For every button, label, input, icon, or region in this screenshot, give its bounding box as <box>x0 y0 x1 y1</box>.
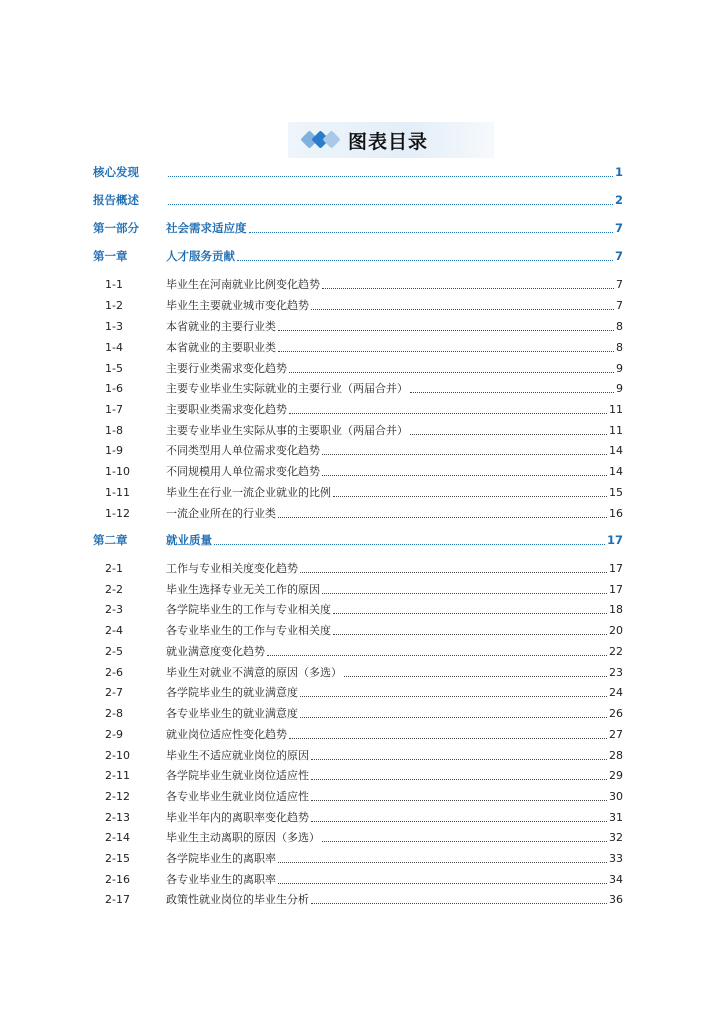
toc-figure-entry[interactable] <box>93 766 623 784</box>
toc-entry-page-number: 14 <box>609 443 623 457</box>
dot-leader <box>267 655 607 656</box>
dot-leader <box>410 392 614 393</box>
toc-entry-label: 主要行业类需求变化趋势 <box>166 362 287 375</box>
toc-entry-label: 本省就业的主要行业类 <box>166 320 276 333</box>
toc-figure-entry[interactable] <box>93 441 623 459</box>
toc-figure-entry[interactable] <box>93 421 623 439</box>
dot-leader <box>333 613 607 614</box>
toc-entry-label: 各学院毕业生的工作与专业相关度 <box>166 603 331 616</box>
toc-entry-number: 第一部分 <box>93 221 139 235</box>
toc-entry-label: 毕业生主动离职的原因（多选） <box>166 831 320 844</box>
toc-entry-number: 2-8 <box>105 706 123 720</box>
dot-leader <box>278 883 607 884</box>
toc-entry-page-number: 18 <box>609 602 623 616</box>
toc-figure-entry[interactable] <box>93 704 623 722</box>
toc-entry-label: 本省就业的主要职业类 <box>166 341 276 354</box>
toc-entry-number: 1-3 <box>105 319 123 333</box>
dot-leader <box>311 903 607 904</box>
dot-leader <box>278 862 607 863</box>
toc-entry-label: 各学院毕业生的就业满意度 <box>166 686 298 699</box>
toc-section-entry[interactable] <box>93 191 623 209</box>
toc-figure-entry[interactable] <box>93 559 623 577</box>
toc-figure-entry[interactable] <box>93 787 623 805</box>
toc-entry-page-number: 15 <box>609 485 623 499</box>
toc-entry-number: 1-8 <box>105 423 123 437</box>
toc-entry-page-number: 22 <box>609 644 623 658</box>
toc-figure-entry[interactable] <box>93 683 623 701</box>
toc-section-entry[interactable] <box>93 531 623 549</box>
toc-figure-entry[interactable] <box>93 462 623 480</box>
toc-entry-label: 人才服务贡献 <box>166 249 235 263</box>
toc-entry-label: 毕业半年内的离职率变化趋势 <box>166 811 309 824</box>
toc-figure-entry[interactable] <box>93 621 623 639</box>
dot-leader <box>300 696 607 697</box>
toc-entry-number: 核心发现 <box>93 165 139 179</box>
toc-entry-page-number: 8 <box>616 319 623 333</box>
dot-leader <box>278 351 614 352</box>
toc-entry-number: 2-14 <box>105 830 130 844</box>
toc-entry-number: 报告概述 <box>93 193 139 207</box>
toc-figure-entry[interactable] <box>93 504 623 522</box>
dot-leader <box>311 309 614 310</box>
toc-figure-entry[interactable] <box>93 849 623 867</box>
toc-entry-number: 2-9 <box>105 727 123 741</box>
toc-entry-label: 毕业生选择专业无关工作的原因 <box>166 583 320 596</box>
toc-entry-label: 毕业生对就业不满意的原因（多选） <box>166 666 342 679</box>
toc-entry-page-number: 17 <box>609 582 623 596</box>
toc-entry-number: 1-9 <box>105 443 123 457</box>
toc-entry-page-number: 20 <box>609 623 623 637</box>
toc-entry-page-number: 34 <box>609 872 623 886</box>
dot-leader <box>322 593 607 594</box>
toc-title-banner <box>288 122 494 158</box>
dot-leader <box>322 454 607 455</box>
toc-entry-number: 2-5 <box>105 644 123 658</box>
toc-entry-number: 2-11 <box>105 768 130 782</box>
dot-leader <box>289 738 607 739</box>
toc-entry-number: 2-17 <box>105 892 130 906</box>
toc-entry-page-number: 17 <box>606 533 623 547</box>
toc-entry-label: 各学院毕业生就业岗位适应性 <box>166 769 309 782</box>
toc-entry-label: 不同类型用人单位需求变化趋势 <box>166 444 320 457</box>
toc-entry-page-number: 11 <box>609 402 623 416</box>
toc-entry-number: 2-15 <box>105 851 130 865</box>
dot-leader <box>278 330 614 331</box>
dot-leader <box>311 800 607 801</box>
dot-leader <box>311 779 607 780</box>
toc-entry-page-number: 7 <box>614 221 623 235</box>
dot-leader <box>333 496 607 497</box>
toc-figure-entry[interactable] <box>93 890 623 908</box>
toc-entry-label: 政策性就业岗位的毕业生分析 <box>166 893 309 906</box>
toc-entry-page-number: 11 <box>609 423 623 437</box>
toc-figure-entry[interactable] <box>93 317 623 335</box>
toc-entry-number: 1-5 <box>105 361 123 375</box>
toc-figure-entry[interactable] <box>93 359 623 377</box>
toc-figure-entry[interactable] <box>93 379 623 397</box>
toc-entry-number: 2-6 <box>105 665 123 679</box>
toc-entry-label: 就业岗位适应性变化趋势 <box>166 728 287 741</box>
toc-entry-number: 2-4 <box>105 623 123 637</box>
toc-entry-page-number: 8 <box>616 340 623 354</box>
toc-entry-label: 各专业毕业生的离职率 <box>166 873 276 886</box>
toc-entry-number: 1-12 <box>105 506 130 520</box>
toc-figure-entry[interactable] <box>93 580 623 598</box>
toc-figure-entry[interactable] <box>93 870 623 888</box>
page-title: 图表目录 <box>348 131 429 153</box>
toc-entry-label: 各专业毕业生就业岗位适应性 <box>166 790 309 803</box>
dot-leader <box>249 232 613 233</box>
toc-entry-page-number: 26 <box>609 706 623 720</box>
dot-leader <box>322 288 614 289</box>
toc-entry-number: 2-16 <box>105 872 130 886</box>
toc-section-entry[interactable] <box>93 163 623 181</box>
toc-section-entry[interactable] <box>93 219 623 237</box>
toc-entry-page-number: 29 <box>609 768 623 782</box>
toc-entry-page-number: 16 <box>609 506 623 520</box>
toc-entry-label: 毕业生不适应就业岗位的原因 <box>166 749 309 762</box>
toc-figure-entry[interactable] <box>93 725 623 743</box>
dot-leader <box>410 434 607 435</box>
toc-entry-label: 一流企业所在的行业类 <box>166 507 276 520</box>
toc-entry-label: 毕业生在行业一流企业就业的比例 <box>166 486 331 499</box>
toc-entry-label: 主要职业类需求变化趋势 <box>166 403 287 416</box>
toc-figure-entry[interactable] <box>93 642 623 660</box>
toc-entry-number: 1-10 <box>105 464 130 478</box>
toc-entry-number: 2-13 <box>105 810 130 824</box>
toc-figure-entry[interactable] <box>93 296 623 314</box>
dot-leader <box>322 841 607 842</box>
toc-entry-page-number: 31 <box>609 810 623 824</box>
dot-leader <box>311 821 607 822</box>
toc-figure-entry[interactable] <box>93 600 623 618</box>
toc-entry-label: 毕业生在河南就业比例变化趋势 <box>166 278 320 291</box>
toc-figure-entry[interactable] <box>93 338 623 356</box>
toc-entry-number: 1-1 <box>105 277 123 291</box>
toc-entry-number: 1-6 <box>105 381 123 395</box>
toc-entry-page-number: 27 <box>609 727 623 741</box>
toc-figure-entry[interactable] <box>93 275 623 293</box>
toc-entry-label: 就业满意度变化趋势 <box>166 645 265 658</box>
toc-section-entry[interactable] <box>93 247 623 265</box>
dot-leader <box>168 204 613 205</box>
toc-entry-page-number: 23 <box>609 665 623 679</box>
dot-leader <box>322 475 607 476</box>
dot-leader <box>344 676 607 677</box>
toc-entry-label: 不同规模用人单位需求变化趋势 <box>166 465 320 478</box>
diamond-decoration-icon <box>298 129 344 151</box>
toc-entry-number: 1-7 <box>105 402 123 416</box>
toc-entry-page-number: 9 <box>616 361 623 375</box>
dot-leader <box>237 260 613 261</box>
toc-entry-page-number: 17 <box>609 561 623 575</box>
toc-entry-number: 2-7 <box>105 685 123 699</box>
toc-entry-number: 1-4 <box>105 340 123 354</box>
toc-entry-page-number: 1 <box>614 165 623 179</box>
toc-entry-page-number: 28 <box>609 748 623 762</box>
toc-entry-number: 第二章 <box>93 533 128 547</box>
toc-entry-page-number: 36 <box>609 892 623 906</box>
toc-entry-page-number: 30 <box>609 789 623 803</box>
toc-entry-label: 主要专业毕业生实际从事的主要职业（两届合并） <box>166 424 408 437</box>
toc-entry-number: 2-1 <box>105 561 123 575</box>
dot-leader <box>300 572 607 573</box>
dot-leader <box>289 372 614 373</box>
toc-entry-page-number: 7 <box>616 277 623 291</box>
dot-leader <box>168 176 613 177</box>
toc-entry-number: 2-12 <box>105 789 130 803</box>
toc-entry-label: 就业质量 <box>166 533 212 547</box>
dot-leader <box>311 759 607 760</box>
toc-figure-entry[interactable] <box>93 808 623 826</box>
toc-entry-page-number: 14 <box>609 464 623 478</box>
toc-entry-label: 各学院毕业生的离职率 <box>166 852 276 865</box>
toc-entry-number: 2-2 <box>105 582 123 596</box>
toc-entry-page-number: 7 <box>614 249 623 263</box>
toc-entry-page-number: 32 <box>609 830 623 844</box>
toc-entry-number: 1-2 <box>105 298 123 312</box>
toc-entry-number: 1-11 <box>105 485 130 499</box>
toc-entry-number: 第一章 <box>93 249 128 263</box>
toc-entry-label: 主要专业毕业生实际就业的主要行业（两届合并） <box>166 382 408 395</box>
dot-leader <box>289 413 607 414</box>
dot-leader <box>214 544 605 545</box>
toc-entry-label: 各专业毕业生的工作与专业相关度 <box>166 624 331 637</box>
toc-entry-page-number: 24 <box>609 685 623 699</box>
toc-figure-entry[interactable] <box>93 746 623 764</box>
toc-entry-page-number: 33 <box>609 851 623 865</box>
toc-entry-number: 2-3 <box>105 602 123 616</box>
toc-entry-label: 毕业生主要就业城市变化趋势 <box>166 299 309 312</box>
toc-entry-label: 工作与专业相关度变化趋势 <box>166 562 298 575</box>
toc-figure-entry[interactable] <box>93 663 623 681</box>
dot-leader <box>300 717 607 718</box>
toc-entry-number: 2-10 <box>105 748 130 762</box>
toc-figure-entry[interactable] <box>93 400 623 418</box>
toc-entry-label: 各专业毕业生的就业满意度 <box>166 707 298 720</box>
toc-entry-page-number: 9 <box>616 381 623 395</box>
dot-leader <box>333 634 607 635</box>
toc-entry-page-number: 2 <box>614 193 623 207</box>
toc-figure-entry[interactable] <box>93 483 623 501</box>
toc-entry-page-number: 7 <box>616 298 623 312</box>
toc-entry-label: 社会需求适应度 <box>166 221 247 235</box>
toc-figure-entry[interactable] <box>93 828 623 846</box>
dot-leader <box>278 517 607 518</box>
